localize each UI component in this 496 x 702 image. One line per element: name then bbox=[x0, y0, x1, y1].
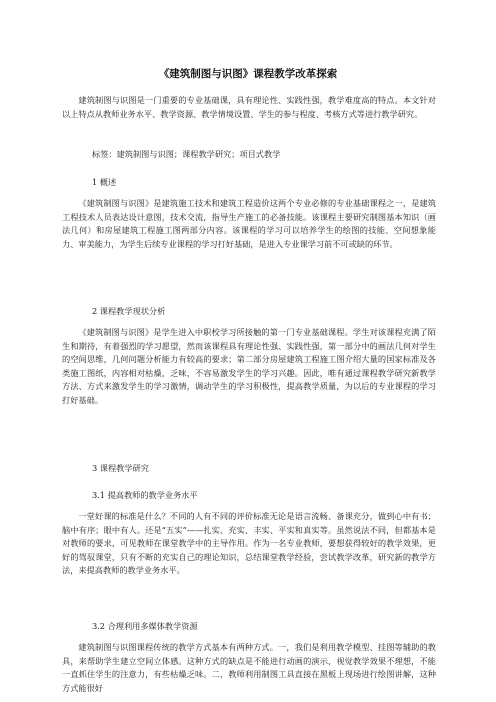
section-3-2-heading: 3.2 合理利用多媒体教学资源 bbox=[92, 621, 198, 631]
section-2-paragraph: 《建筑制图与识图》是学生进入中职校学习所接触的第一门专业基础课程。学生对该课程充满了陌生和期待，有着强烈的学习愿望，然而该课程具有理论性强、实践性强，第一部分中的画法几何对学生的空间思维，几何问题分析能力有较高的要求；第二部分房屋建筑工程施工图介绍大量的国家标准及各类施工图纸，内容相对枯燥，乏味，不容易激发学生的学习兴趣。因此，唯有通过课程教学研究新教学方法、方式来激发学生的学习激情，调动学生的学习积极性，提高教学质量，为以后的专业课程的学习打好基础。 bbox=[62, 327, 436, 405]
section-3-1-heading: 3.1 提高教师的教学业务水平 bbox=[92, 490, 198, 500]
section-3-2-paragraph: 建筑制图与识图课程传统的教学方式基本有两种方式。一，我们是利用教学模型、挂图等辅助的教具，来帮助学生建立空间立体感。这种方式的缺点是不能进行动画的演示，视觉教学效果不理想，不能一直抓住学生的注意力，有些枯燥乏味。二，教师利用制图工具直接在黑板上现场进行绘图讲解，这种方式能很好 bbox=[62, 642, 436, 693]
section-3-heading: 3 课程教学研究 bbox=[92, 463, 149, 473]
section-1-paragraph: 《建筑制图与识图》是建筑施工技术和建筑工程造价这两个专业必修的专业基础课程之一，是建筑工程技术人员表达设计意图，技术交流，指导生产施工的必备技能。该课程主要研究制图基本知识（画法几何）和房屋建筑工程施工图两部分内容。该课程的学习可以培养学生的绘图的技能、空间想象能力、审美能力，为学生后续专业课程的学习打好基础，是进入专业课学习前不可或缺的环节。 bbox=[62, 198, 436, 249]
keywords-line: 标签：建筑制图与识图；课程教学研究；项目式教学 bbox=[92, 149, 281, 159]
section-3-1-paragraph: 一堂好课的标准是什么？不同的人有不同的评价标准无论是语言流畅、备课充分，做到心中有书；脑中有序；眼中有人。还是“五实”——扎实、充实、丰实、平实和真实等。虽然说法不同，但都基本是对教师的要求，可见教师在课堂教学中的主导作用。作为一名专业教师，要想获得较好的教学效果，更好的驾驭课堂，只有不断的充实自己的理论知识，总结课堂教学经验，尝试教学改革，研究新的教学方法，来提高教师的教学业务水平。 bbox=[62, 511, 436, 576]
document-title: 《建筑制图与识图》课程教学改革探索 bbox=[158, 68, 338, 80]
abstract-paragraph: 建筑制图与识图是一门重要的专业基础课，具有理论性、实践性强，教学难度高的特点。本文针对以上特点从教师业务水平、教学资源、教学情境设置、学生的参与程度、考核方式等进行教学研究。 bbox=[62, 95, 436, 119]
section-2-heading: 2 课程教学现状分析 bbox=[92, 306, 166, 316]
section-1-heading: 1 概述 bbox=[92, 177, 117, 187]
